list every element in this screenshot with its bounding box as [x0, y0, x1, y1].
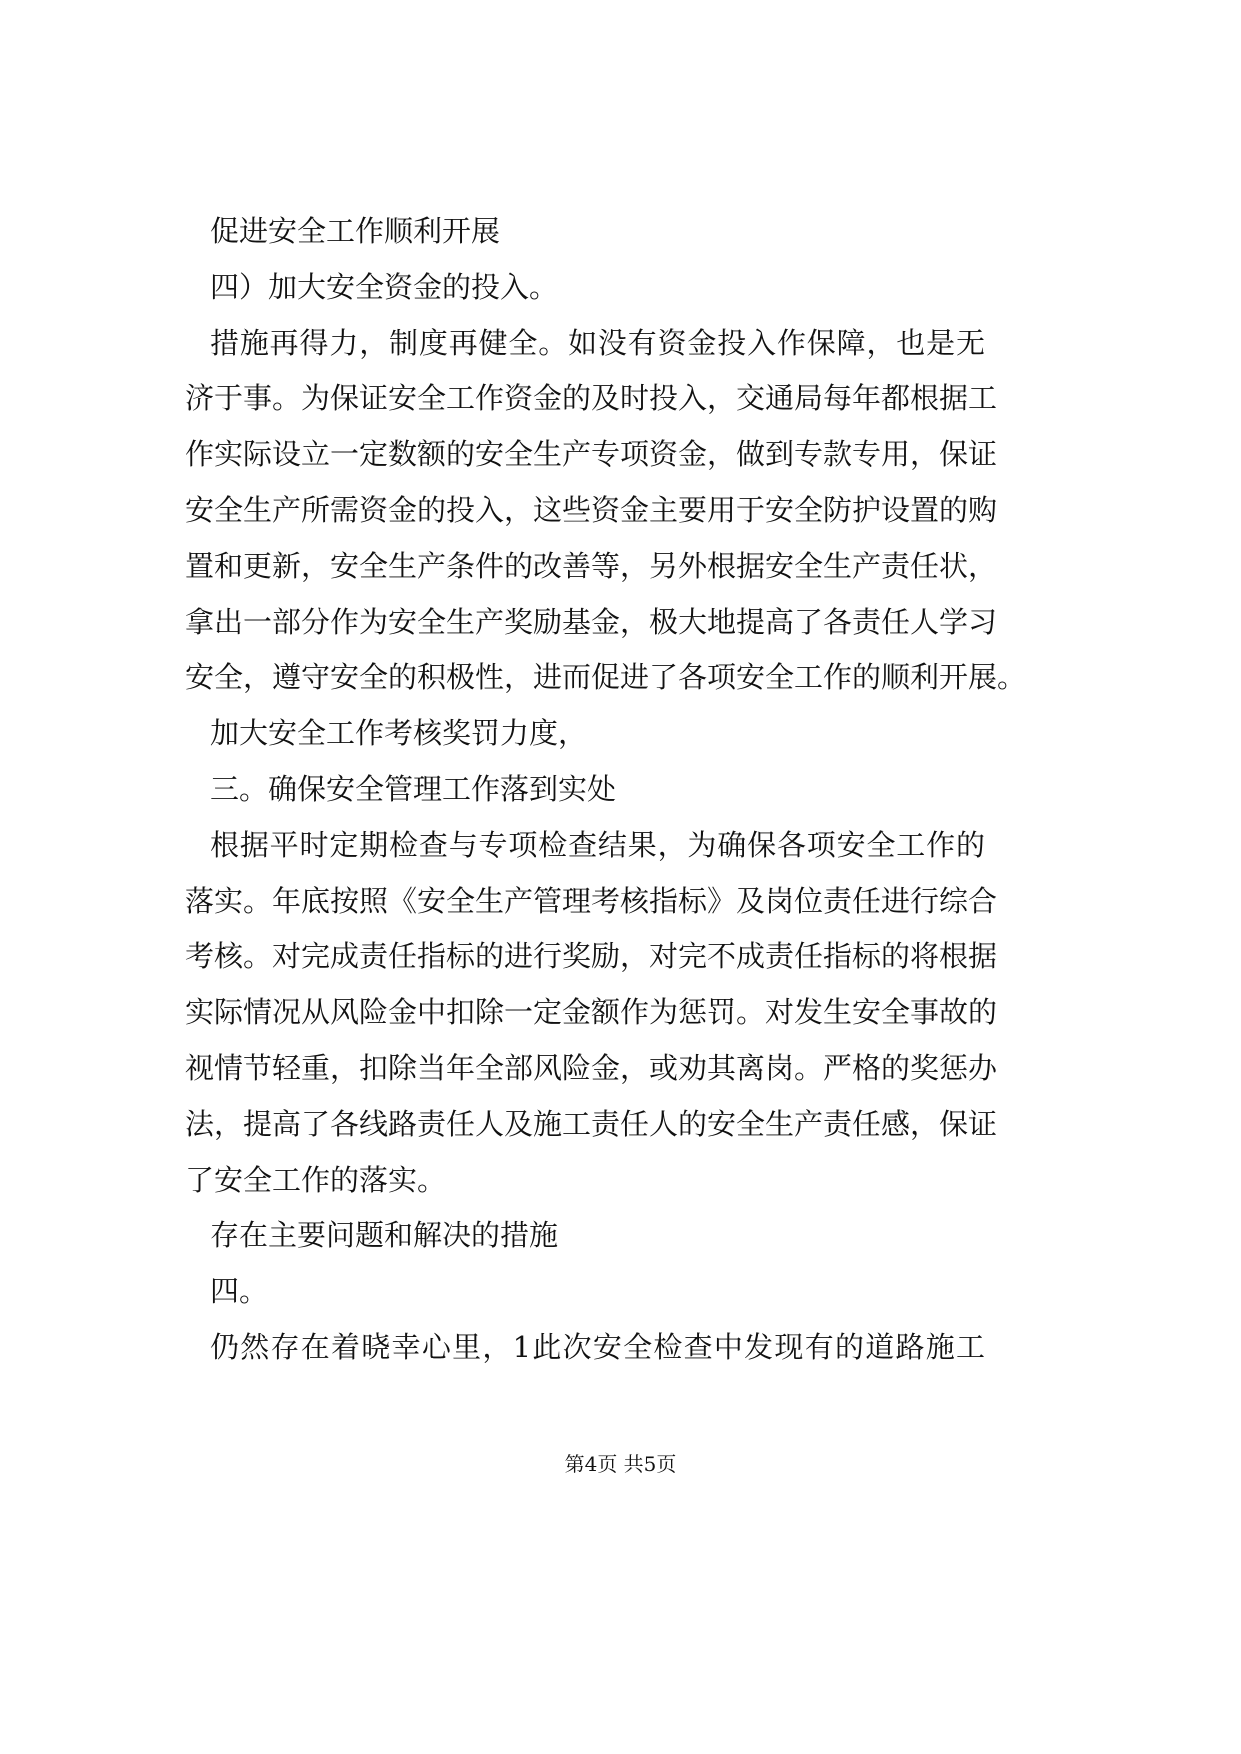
document-body	[185, 207, 1027, 1379]
paragraph-line: 实际情况从风险金中扣除一定金额作为惩罚。对发生安全事故的	[185, 995, 998, 1030]
paragraph-line: 措施再得力，制度再健全。如没有资金投入作保障，也是无	[210, 325, 985, 360]
section-heading: 四。	[210, 1274, 269, 1309]
paragraph-line: 落实。年底按照《安全生产管理考核指标》及岗位责任进行综合	[185, 883, 998, 918]
paragraph-line: 安全，遵守安全的积极性，进而促进了各项安全工作的顺利开展。	[185, 660, 1027, 695]
paragraph-line: 根据平时定期检查与专项检查结果，为确保各项安全工作的	[210, 827, 985, 862]
section-heading: 三。确保安全管理工作落到实处	[210, 771, 617, 806]
paragraph-line: 作实际设立一定数额的安全生产专项资金，做到专款专用，保证	[185, 437, 998, 472]
page-number-footer: 第4页 共5页	[564, 1452, 677, 1476]
paragraph-line: 安全生产所需资金的投入，这些资金主要用于安全防护设置的购	[185, 492, 998, 527]
paragraph-line: 促进安全工作顺利开展	[210, 214, 501, 248]
paragraph-line: 加大安全工作考核奖罚力度，	[210, 716, 588, 751]
paragraph-line: 济于事。为保证安全工作资金的及时投入，交通局每年都根据工	[185, 381, 998, 416]
paragraph-line: 考核。对完成责任指标的进行奖励，对完不成责任指标的将根据	[185, 939, 998, 974]
paragraph-line: 视情节轻重，扣除当年全部风险金，或劝其离岗。严格的奖惩办	[185, 1050, 998, 1085]
paragraph-line: 仍然存在着晓幸心里，1此次安全检查中发现有的道路施工	[210, 1329, 985, 1364]
paragraph-line: 拿出一部分作为安全生产奖励基金，极大地提高了各责任人学习	[185, 604, 998, 639]
paragraph-line: 置和更新，安全生产条件的改善等，另外根据安全生产责任状，	[185, 548, 998, 583]
section-heading: 四）加大安全资金的投入。	[210, 269, 559, 304]
paragraph-line: 了安全工作的落实。	[185, 1162, 447, 1197]
paragraph-line: 法，提高了各线路责任人及施工责任人的安全生产责任感，保证	[185, 1106, 998, 1141]
paragraph-line: 存在主要问题和解决的措施	[210, 1218, 559, 1253]
